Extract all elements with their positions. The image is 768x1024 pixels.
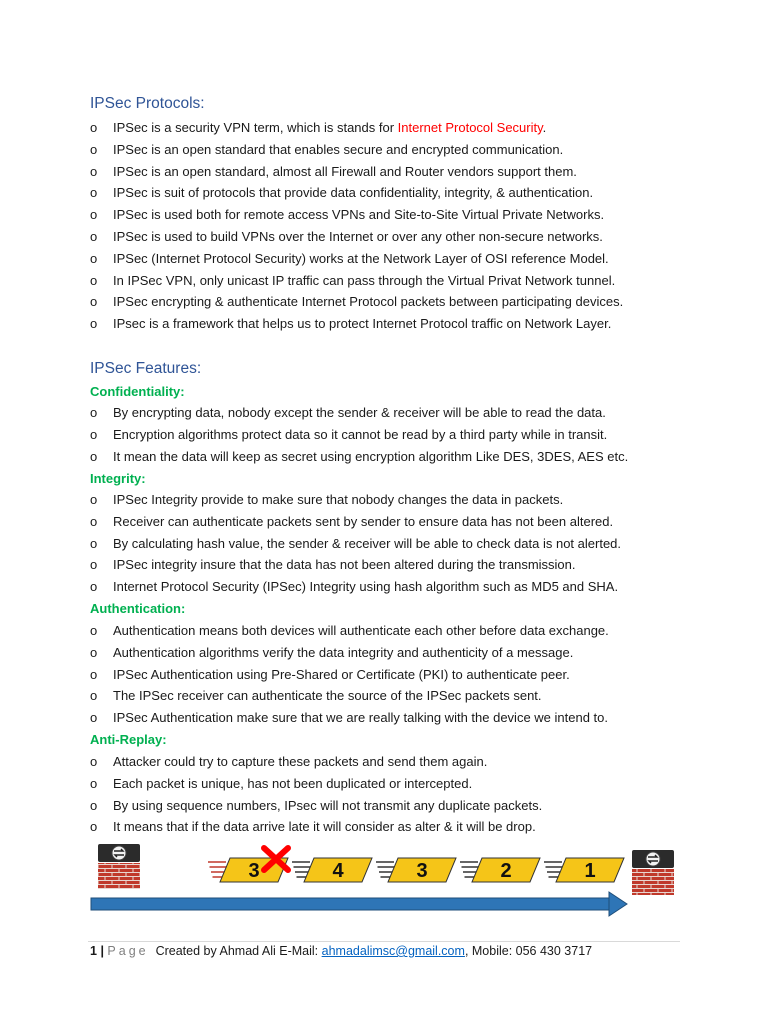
- section-title-protocols: IPSec Protocols:: [90, 95, 205, 112]
- list-item: o IPSec is an open standard, almost all Firewall and Router vendors support them.: [90, 161, 730, 183]
- list-item: o IPSec (Internet Protocol Security) works at the Network Layer of OSI reference Model.: [90, 248, 730, 270]
- list-item: o Attacker could try to capture these packets and send them again.: [90, 751, 730, 773]
- list-item: o By calculating hash value, the sender & receiver will be able to check data is not alerted.: [90, 533, 730, 555]
- email-link[interactable]: ahmadalimsc@gmail.com: [321, 944, 465, 958]
- list-item: o By using sequence numbers, IPsec will not transmit any duplicate packets.: [90, 795, 730, 817]
- bullet-marker: o: [90, 426, 98, 442]
- list-item: o IPSec is a security VPN term, which is stands for Internet Protocol Security.: [90, 117, 730, 139]
- bullet-marker: o: [90, 492, 98, 507]
- packet-sequence-label: 2: [500, 860, 512, 882]
- transmission-arrow: [91, 892, 627, 916]
- bullet-marker: o: [90, 207, 98, 223]
- bullet-marker: o: [90, 228, 98, 244]
- bullet-marker: o: [90, 513, 98, 529]
- confidentiality-list: [90, 402, 730, 467]
- list-item: o IPSec is an open standard that enables secure and encrypted communication.: [90, 139, 730, 161]
- list-item: o The IPSec receiver can authenticate the source of the IPSec packets sent.: [90, 685, 730, 707]
- list-item: o It mean the data will keep as secret using encryption algorithm Like DES, 3DES, AES etc.: [90, 446, 730, 468]
- page-word: Page: [107, 944, 149, 958]
- protocols-list: [90, 117, 730, 335]
- packet-sequence-label: 1: [584, 860, 596, 882]
- page-separator: |: [100, 944, 104, 958]
- list-item: o IPSec is suit of protocols that provide data confidentiality, integrity, & authentication.: [90, 182, 730, 204]
- bullet-marker: o: [90, 644, 98, 660]
- list-item: o Receiver can authenticate packets sent by sender to ensure data has not been altered.: [90, 511, 730, 533]
- packet-sequence-label: 3: [248, 860, 260, 882]
- list-item: o Encryption algorithms protect data so it cannot be read by a third party while in transit.: [90, 424, 730, 446]
- packet: [292, 858, 372, 882]
- packet: [460, 858, 540, 882]
- bullet-marker: o: [90, 754, 98, 769]
- bullet-marker: o: [90, 557, 98, 573]
- authentication-list: [90, 620, 730, 729]
- list-item: o It means that if the data arrive late it will consider as alter & it will be drop.: [90, 816, 730, 838]
- list-item: o IPSec integrity insure that the data has not been altered during the transmission.: [90, 554, 730, 576]
- bullet-marker: o: [90, 535, 98, 551]
- bullet-marker: o: [90, 579, 98, 595]
- list-item: o IPsec is a framework that helps us to protect Internet Protocol traffic on Network Layer.: [90, 313, 730, 335]
- bullet-marker: o: [90, 294, 98, 310]
- packet: [544, 858, 624, 882]
- list-item: o IPSec Authentication using Pre-Shared or Certificate (PKI) to authenticate peer.: [90, 664, 730, 686]
- packet: [376, 858, 456, 882]
- sender-router-firewall-icon: [98, 844, 140, 889]
- bullet-marker: o: [90, 250, 98, 266]
- bullet-marker: o: [90, 405, 98, 420]
- bullet-marker: o: [90, 185, 98, 201]
- bullet-marker: o: [90, 448, 98, 464]
- bullet-marker: o: [90, 688, 98, 704]
- diagram-svg: [0, 836, 768, 926]
- subheading-antireplay: Anti-Replay:: [90, 732, 167, 747]
- page-footer: [90, 944, 592, 958]
- section-title-features: IPSec Features:: [90, 360, 202, 377]
- list-item: o IPSec is used both for remote access VPNs and Site-to-Site Virtual Private Networks.: [90, 204, 730, 226]
- page-number: 1: [90, 944, 97, 958]
- list-item: o Authentication means both devices will authenticate each other before data exchange.: [90, 620, 730, 642]
- bullet-marker: o: [90, 120, 98, 135]
- bullet-marker: o: [90, 316, 98, 332]
- footer-mobile: , Mobile: 056 430 3717: [464, 944, 593, 958]
- list-item: o Internet Protocol Security (IPSec) Integrity using hash algorithm such as MD5 and SHA.: [90, 576, 730, 598]
- antireplay-list: [90, 751, 730, 838]
- bullet-marker: o: [90, 819, 98, 835]
- bullet-marker: o: [90, 797, 98, 813]
- subheading-confidentiality: Confidentiality:: [90, 384, 185, 399]
- list-item: o IPSec Authentication make sure that we are really talking with the device we intend to.: [90, 707, 730, 729]
- bullet-marker: o: [90, 775, 98, 791]
- list-item: o Each packet is unique, has not been duplicated or intercepted.: [90, 773, 730, 795]
- packet-sequence-label: 3: [416, 860, 428, 882]
- footer-credit: Created by Ahmad Ali E-Mail:: [155, 944, 319, 958]
- bullet-marker: o: [90, 666, 98, 682]
- list-item: o By encrypting data, nobody except the sender & receiver will be able to read the data.: [90, 402, 730, 424]
- bullet-marker: o: [90, 710, 98, 726]
- subheading-authentication: Authentication:: [90, 601, 186, 616]
- list-item: o IPSec Integrity provide to make sure that nobody changes the data in packets.: [90, 489, 730, 511]
- packet-sequence-label: 4: [332, 860, 344, 882]
- bullet-marker: o: [90, 163, 98, 179]
- list-item: o In IPSec VPN, only unicast IP traffic can pass through the Virtual Privat Network tunnel.: [90, 270, 730, 292]
- subheading-integrity: Integrity:: [90, 471, 146, 486]
- bullet-marker: o: [90, 141, 98, 157]
- receiver-router-firewall-icon: [632, 850, 674, 895]
- bullet-marker: o: [90, 272, 98, 288]
- anti-replay-diagram: [0, 836, 768, 926]
- bullet-marker: o: [90, 623, 98, 638]
- list-item: o IPSec is used to build VPNs over the Internet or over any other non-secure networks.: [90, 226, 730, 248]
- list-item: o Authentication algorithms verify the data integrity and authenticity of a message.: [90, 642, 730, 664]
- integrity-list: [90, 489, 730, 598]
- footer-divider: [88, 941, 680, 942]
- list-item: o IPSec encrypting & authenticate Internet Protocol packets between participating devices.: [90, 291, 730, 313]
- highlight-text: Internet Protocol Security: [397, 120, 543, 135]
